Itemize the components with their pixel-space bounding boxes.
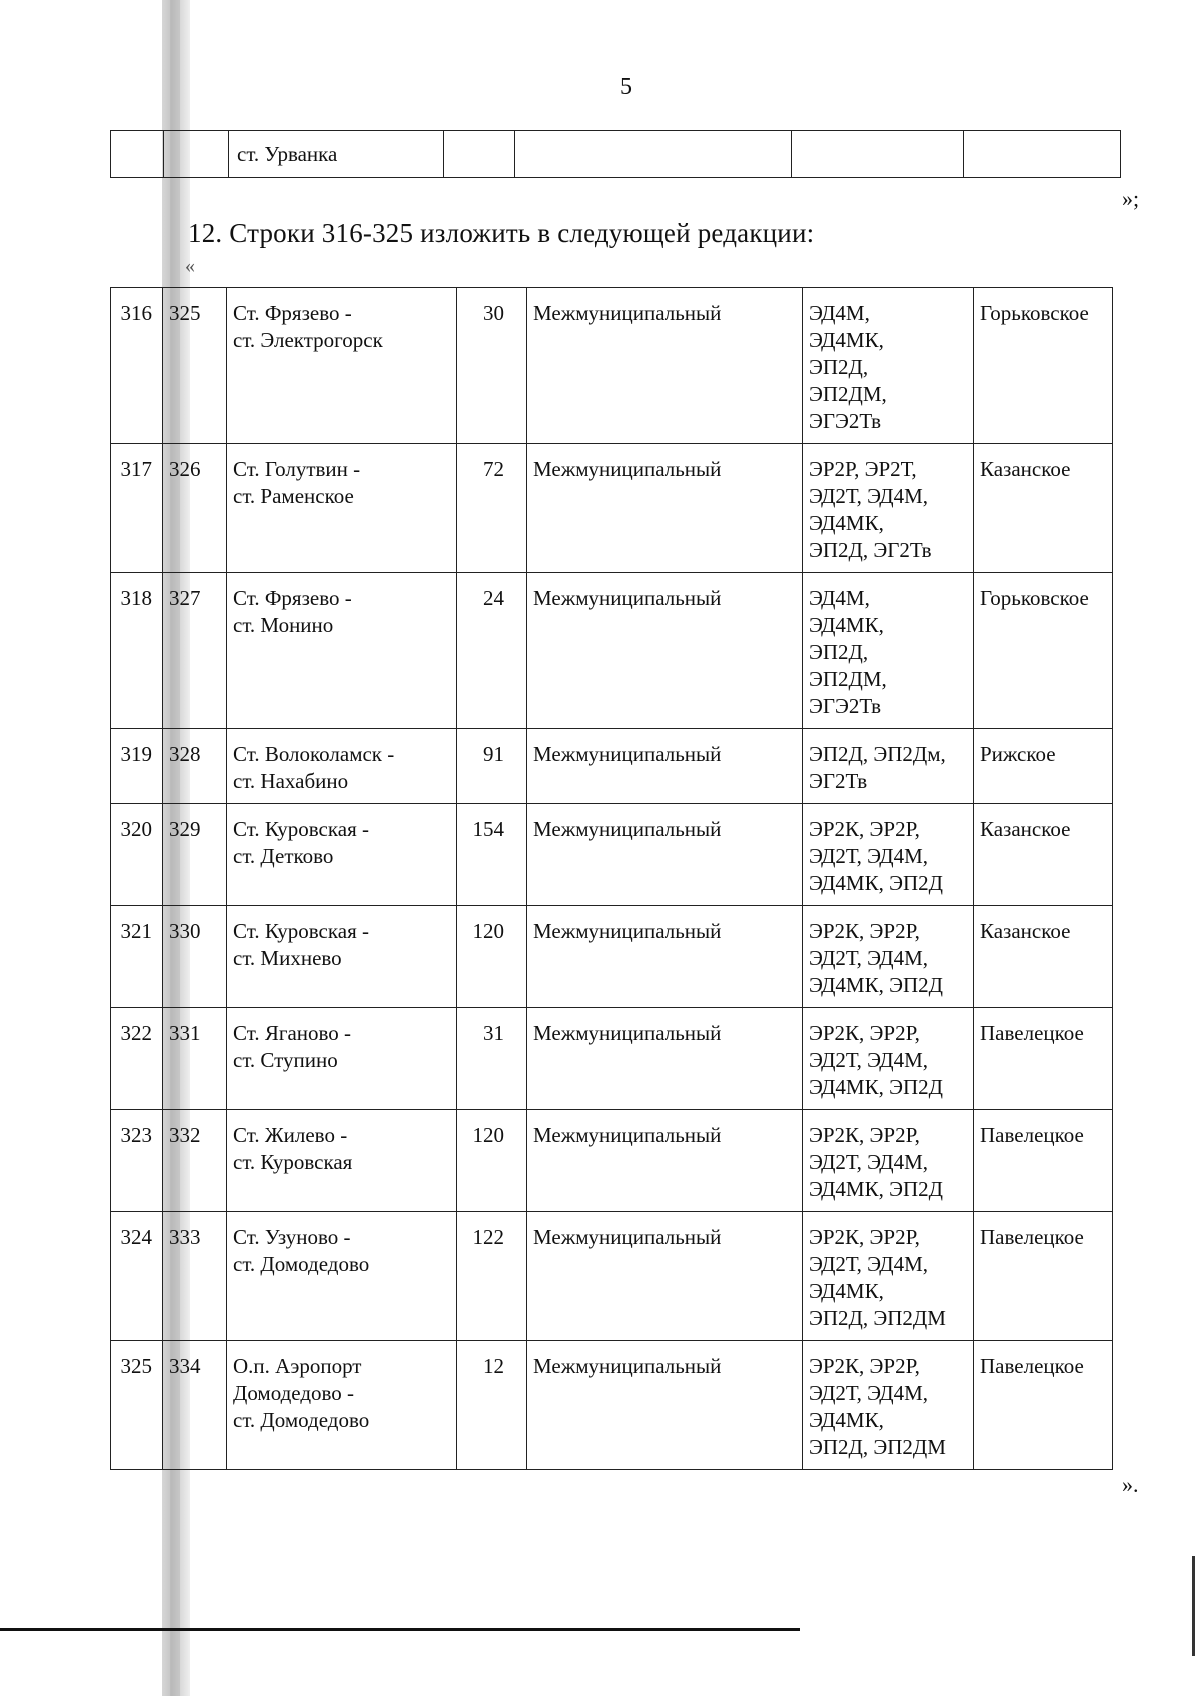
route-cell-text: О.п. Аэропорт Домодедово - ст. Домодедово bbox=[233, 1354, 370, 1432]
route-number-cell bbox=[163, 906, 227, 1008]
route-cell-text: Ст. Куровская - ст. Михнево bbox=[233, 919, 369, 970]
table-row bbox=[111, 573, 1113, 729]
length-cell-text: 91 bbox=[483, 742, 504, 766]
row-number-cell-text: 320 bbox=[120, 817, 152, 841]
table-cell bbox=[792, 131, 964, 178]
route-number-cell-text: 331 bbox=[169, 1021, 201, 1045]
route-type-cell bbox=[527, 573, 803, 729]
row-number-cell-text: 318 bbox=[120, 586, 152, 610]
row-number-cell bbox=[111, 573, 163, 729]
length-cell-text: 120 bbox=[472, 919, 504, 943]
length-cell-text: 154 bbox=[472, 817, 504, 841]
route-type-cell-text: Межмуниципальный bbox=[533, 301, 722, 325]
route-type-cell bbox=[527, 1008, 803, 1110]
route-type-cell bbox=[527, 804, 803, 906]
direction-cell bbox=[974, 1110, 1113, 1212]
route-cell bbox=[227, 804, 457, 906]
table-cell bbox=[444, 131, 515, 178]
length-cell bbox=[457, 906, 527, 1008]
table-row bbox=[111, 1008, 1113, 1110]
row-number-cell bbox=[111, 1008, 163, 1110]
route-cell bbox=[227, 1341, 457, 1470]
row-number-cell bbox=[111, 1212, 163, 1341]
direction-cell-text: Павелецкое bbox=[980, 1123, 1084, 1147]
route-type-cell-text: Межмуниципальный bbox=[533, 1354, 722, 1378]
direction-cell bbox=[974, 1341, 1113, 1470]
route-cell bbox=[227, 288, 457, 444]
route-type-cell-text: Межмуниципальный bbox=[533, 586, 722, 610]
table-cell bbox=[164, 131, 229, 178]
length-cell bbox=[457, 573, 527, 729]
length-cell bbox=[457, 1110, 527, 1212]
rolling-stock-cell bbox=[803, 906, 974, 1008]
route-type-cell-text: Межмуниципальный bbox=[533, 919, 722, 943]
route-number-cell-text: 327 bbox=[169, 586, 201, 610]
closing-quote: »; bbox=[1122, 186, 1140, 211]
direction-cell-text: Казанское bbox=[980, 817, 1071, 841]
scan-bottom-rule bbox=[0, 1628, 800, 1631]
table-cell bbox=[111, 131, 164, 178]
length-cell bbox=[457, 1341, 527, 1470]
route-cell bbox=[227, 729, 457, 804]
row-number-cell bbox=[111, 804, 163, 906]
table-row bbox=[111, 1341, 1113, 1470]
table-row bbox=[111, 1212, 1113, 1341]
length-cell-text: 72 bbox=[483, 457, 504, 481]
direction-cell-text: Горьковское bbox=[980, 301, 1089, 325]
route-cell bbox=[227, 906, 457, 1008]
route-number-cell bbox=[163, 1008, 227, 1110]
table-cell: ст. Урванка bbox=[229, 131, 444, 178]
route-number-cell bbox=[163, 1341, 227, 1470]
previous-table-fragment bbox=[110, 130, 1121, 178]
direction-cell bbox=[974, 729, 1113, 804]
route-number-cell bbox=[163, 1212, 227, 1341]
opening-quote: « bbox=[185, 255, 195, 277]
route-type-cell-text: Межмуниципальный bbox=[533, 817, 722, 841]
length-cell-text: 30 bbox=[483, 301, 504, 325]
route-cell-text: Ст. Волоколамск - ст. Нахабино bbox=[233, 742, 395, 793]
direction-cell bbox=[974, 804, 1113, 906]
route-type-cell bbox=[527, 1110, 803, 1212]
route-number-cell-text: 329 bbox=[169, 817, 201, 841]
rolling-stock-cell-text: ЭР2К, ЭР2Р, ЭД2Т, ЭД4М, ЭД4МК, ЭП2Д, ЭП2ДМ bbox=[809, 1354, 946, 1459]
row-number-cell-text: 324 bbox=[120, 1225, 152, 1249]
direction-cell-text: Павелецкое bbox=[980, 1225, 1084, 1249]
route-number-cell-text: 334 bbox=[169, 1354, 201, 1378]
rolling-stock-cell bbox=[803, 1212, 974, 1341]
row-number-cell bbox=[111, 729, 163, 804]
row-number-cell bbox=[111, 444, 163, 573]
direction-cell-text: Горьковское bbox=[980, 586, 1089, 610]
route-number-cell-text: 330 bbox=[169, 919, 201, 943]
row-number-cell bbox=[111, 288, 163, 444]
routes-table bbox=[110, 287, 1113, 1470]
rolling-stock-cell bbox=[803, 804, 974, 906]
row-number-cell-text: 319 bbox=[120, 742, 152, 766]
route-cell-text: Ст. Жилево - ст. Куровская bbox=[233, 1123, 353, 1174]
table-row bbox=[111, 804, 1113, 906]
rolling-stock-cell bbox=[803, 573, 974, 729]
rolling-stock-cell-text: ЭР2К, ЭР2Р, ЭД2Т, ЭД4М, ЭД4МК, ЭП2Д, ЭП2ДМ bbox=[809, 1225, 946, 1330]
row-number-cell-text: 317 bbox=[120, 457, 152, 481]
rolling-stock-cell-text: ЭД4М, ЭД4МК, ЭП2Д, ЭП2ДМ, ЭГЭ2Тв bbox=[809, 301, 887, 433]
route-type-cell bbox=[527, 1341, 803, 1470]
length-cell bbox=[457, 444, 527, 573]
route-type-cell-text: Межмуниципальный bbox=[533, 457, 722, 481]
length-cell bbox=[457, 1008, 527, 1110]
route-type-cell-text: Межмуниципальный bbox=[533, 742, 722, 766]
page-number: 5 bbox=[620, 74, 632, 100]
route-number-cell bbox=[163, 729, 227, 804]
route-cell-text: Ст. Узуново - ст. Домодедово bbox=[233, 1225, 370, 1276]
route-number-cell-text: 328 bbox=[169, 742, 201, 766]
length-cell bbox=[457, 729, 527, 804]
rolling-stock-cell-text: ЭР2К, ЭР2Р, ЭД2Т, ЭД4М, ЭД4МК, ЭП2Д bbox=[809, 817, 943, 895]
table-row bbox=[111, 444, 1113, 573]
route-cell bbox=[227, 444, 457, 573]
scan-right-edge bbox=[1192, 1556, 1195, 1656]
rolling-stock-cell bbox=[803, 288, 974, 444]
table-row bbox=[111, 131, 1121, 178]
length-cell bbox=[457, 288, 527, 444]
row-number-cell-text: 322 bbox=[120, 1021, 152, 1045]
route-cell-text: Ст. Яганово - ст. Ступино bbox=[233, 1021, 352, 1072]
rolling-stock-cell-text: ЭР2К, ЭР2Р, ЭД2Т, ЭД4М, ЭД4МК, ЭП2Д bbox=[809, 1021, 943, 1099]
rolling-stock-cell bbox=[803, 1341, 974, 1470]
length-cell-text: 120 bbox=[472, 1123, 504, 1147]
direction-cell-text: Казанское bbox=[980, 919, 1071, 943]
rolling-stock-cell bbox=[803, 1110, 974, 1212]
route-number-cell bbox=[163, 444, 227, 573]
route-cell bbox=[227, 1212, 457, 1341]
table-row bbox=[111, 1110, 1113, 1212]
rolling-stock-cell bbox=[803, 444, 974, 573]
row-number-cell bbox=[111, 906, 163, 1008]
route-number-cell-text: 326 bbox=[169, 457, 201, 481]
rolling-stock-cell-text: ЭР2К, ЭР2Р, ЭД2Т, ЭД4М, ЭД4МК, ЭП2Д bbox=[809, 1123, 943, 1201]
direction-cell-text: Павелецкое bbox=[980, 1021, 1084, 1045]
length-cell bbox=[457, 1212, 527, 1341]
rolling-stock-cell bbox=[803, 729, 974, 804]
direction-cell bbox=[974, 906, 1113, 1008]
table-cell bbox=[515, 131, 792, 178]
route-type-cell bbox=[527, 444, 803, 573]
direction-cell bbox=[974, 444, 1113, 573]
direction-cell bbox=[974, 1008, 1113, 1110]
direction-cell-text: Рижское bbox=[980, 742, 1056, 766]
route-number-cell bbox=[163, 573, 227, 729]
routes-table-body bbox=[111, 288, 1113, 1470]
route-type-cell-text: Межмуниципальный bbox=[533, 1123, 722, 1147]
route-number-cell-text: 333 bbox=[169, 1225, 201, 1249]
route-number-cell bbox=[163, 1110, 227, 1212]
row-number-cell bbox=[111, 1341, 163, 1470]
closing-quote: ». bbox=[1122, 1472, 1139, 1497]
route-type-cell bbox=[527, 906, 803, 1008]
row-number-cell bbox=[111, 1110, 163, 1212]
table-row bbox=[111, 906, 1113, 1008]
row-number-cell-text: 321 bbox=[120, 919, 152, 943]
rolling-stock-cell-text: ЭП2Д, ЭП2Дм, ЭГ2Тв bbox=[809, 742, 946, 793]
row-number-cell-text: 325 bbox=[120, 1354, 152, 1378]
route-cell-text: Ст. Голутвин - ст. Раменское bbox=[233, 457, 361, 508]
route-number-cell-text: 325 bbox=[169, 301, 201, 325]
route-type-cell bbox=[527, 288, 803, 444]
direction-cell bbox=[974, 288, 1113, 444]
length-cell-text: 24 bbox=[483, 586, 504, 610]
route-type-cell-text: Межмуниципальный bbox=[533, 1225, 722, 1249]
length-cell-text: 12 bbox=[483, 1354, 504, 1378]
rolling-stock-cell-text: ЭР2Р, ЭР2Т, ЭД2Т, ЭД4М, ЭД4МК, ЭП2Д, ЭГ2Тв bbox=[809, 457, 932, 562]
direction-cell bbox=[974, 1212, 1113, 1341]
rolling-stock-cell-text: ЭР2К, ЭР2Р, ЭД2Т, ЭД4М, ЭД4МК, ЭП2Д bbox=[809, 919, 943, 997]
amendment-instruction: 12. Строки 316-325 изложить в следующей редакции: bbox=[188, 218, 815, 248]
route-cell-text: Ст. Фрязево - ст. Электрогорск bbox=[233, 301, 383, 352]
route-type-cell bbox=[527, 1212, 803, 1341]
route-cell-text: Ст. Куровская - ст. Детково bbox=[233, 817, 369, 868]
rolling-stock-cell bbox=[803, 1008, 974, 1110]
route-type-cell bbox=[527, 729, 803, 804]
route-number-cell-text: 332 bbox=[169, 1123, 201, 1147]
rolling-stock-cell-text: ЭД4М, ЭД4МК, ЭП2Д, ЭП2ДМ, ЭГЭ2Тв bbox=[809, 586, 887, 718]
route-cell-text: Ст. Фрязево - ст. Монино bbox=[233, 586, 352, 637]
length-cell-text: 122 bbox=[472, 1225, 504, 1249]
table-row bbox=[111, 729, 1113, 804]
length-cell bbox=[457, 804, 527, 906]
table-row bbox=[111, 288, 1113, 444]
route-cell bbox=[227, 1008, 457, 1110]
direction-cell bbox=[974, 573, 1113, 729]
route-cell bbox=[227, 573, 457, 729]
table-cell bbox=[964, 131, 1121, 178]
row-number-cell-text: 323 bbox=[120, 1123, 152, 1147]
direction-cell-text: Казанское bbox=[980, 457, 1071, 481]
direction-cell-text: Павелецкое bbox=[980, 1354, 1084, 1378]
route-number-cell bbox=[163, 804, 227, 906]
row-number-cell-text: 316 bbox=[120, 301, 152, 325]
route-number-cell bbox=[163, 288, 227, 444]
route-type-cell-text: Межмуниципальный bbox=[533, 1021, 722, 1045]
length-cell-text: 31 bbox=[483, 1021, 504, 1045]
route-cell bbox=[227, 1110, 457, 1212]
